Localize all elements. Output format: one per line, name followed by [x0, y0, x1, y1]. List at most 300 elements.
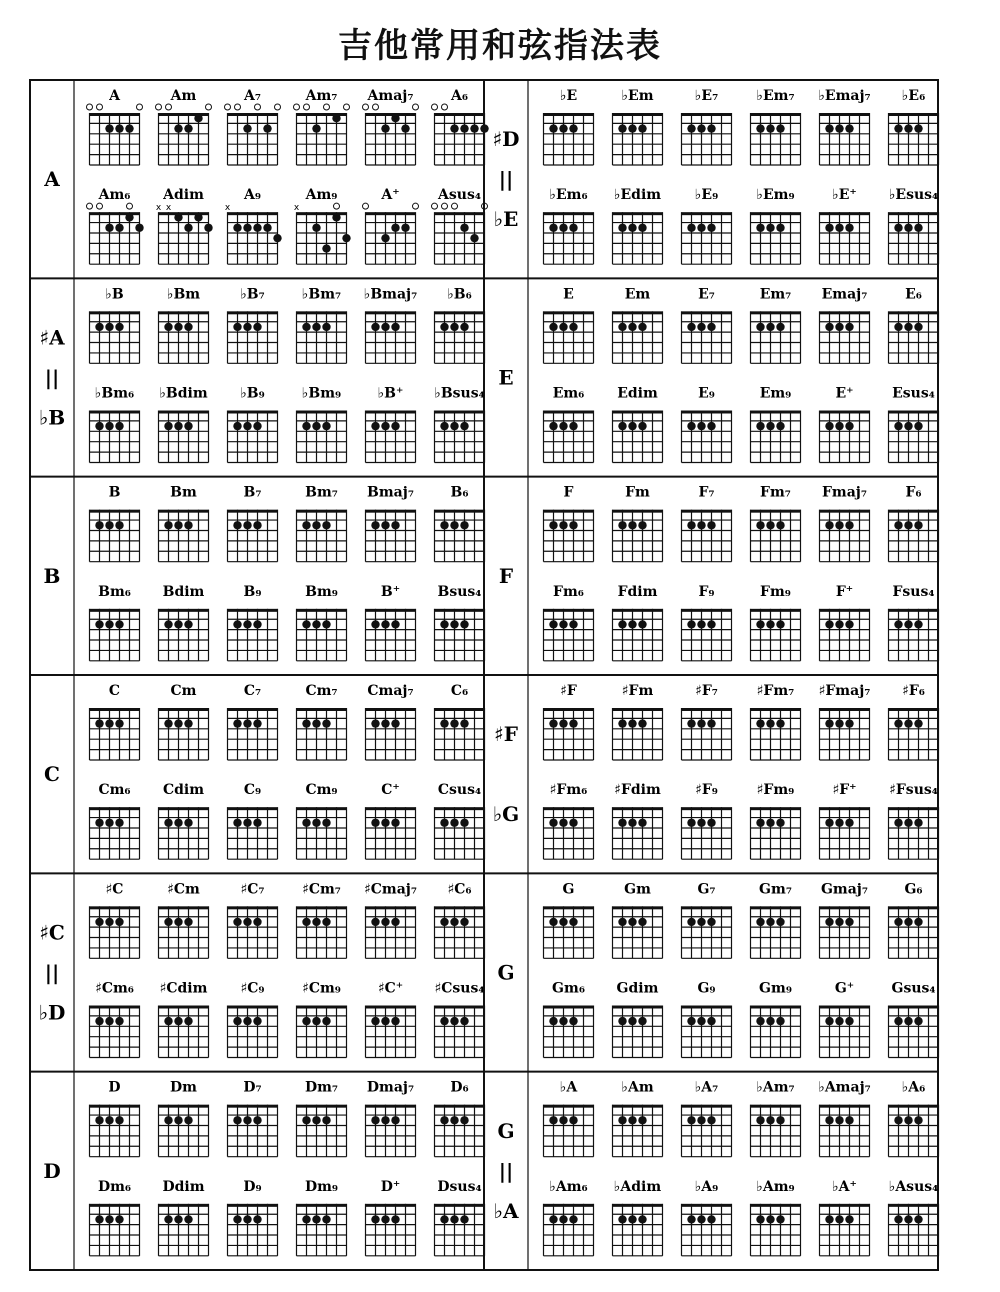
chord-name: Bm₉: [305, 583, 338, 600]
chord-diagram-finger-dot: [894, 422, 902, 430]
chord-diagram-finger-dot: [460, 1017, 468, 1025]
chord-diagram-finger-dot: [638, 719, 646, 727]
chord-diagram-open-mark: [97, 104, 103, 110]
chord-diagram-finger-dot: [776, 1017, 784, 1025]
chord-diagram-finger-dot: [253, 620, 261, 628]
chord-diagram-open-mark: [275, 104, 281, 110]
chord-diagram-finger-dot: [332, 213, 340, 221]
chord-name: ♯C₇: [240, 881, 265, 898]
chord-diagram-finger-dot: [233, 719, 241, 727]
group-label: ||: [498, 1158, 514, 1183]
chord-diagram-finger-dot: [894, 124, 902, 132]
chord-diagram-finger-dot: [707, 918, 715, 926]
chord-diagram-finger-dot: [904, 422, 912, 430]
chord-diagram-finger-dot: [559, 1116, 567, 1124]
chord-diagram-finger-dot: [618, 224, 626, 232]
chord-name: ♯Cm: [167, 881, 200, 898]
chord-diagram-finger-dot: [618, 521, 626, 529]
chord-name: Csus₄: [437, 782, 482, 799]
chord-name: ♭E: [559, 88, 578, 104]
chord-name: ♯C: [105, 881, 124, 898]
chord-name: Esus₄: [892, 385, 935, 402]
chord-diagram-finger-dot: [391, 521, 399, 529]
chord-diagram-finger-dot: [549, 422, 557, 430]
chord-diagram-nut: [297, 1105, 347, 1108]
chord-diagram-finger-dot: [845, 719, 853, 727]
chord-diagram-finger-dot: [184, 620, 192, 628]
chord-diagram-finger-dot: [243, 323, 251, 331]
chord-diagram-finger-dot: [904, 323, 912, 331]
chord-name: Cdim: [162, 782, 205, 799]
chord-diagram-open-mark: [413, 104, 419, 110]
chord-diagram-finger-dot: [440, 323, 448, 331]
chord-diagram-nut: [544, 1204, 594, 1207]
chord-diagram-finger-dot: [825, 521, 833, 529]
chord-diagram-open-mark: [324, 104, 330, 110]
chord-diagram-finger-dot: [904, 1116, 912, 1124]
chord-name: Gm₇: [759, 881, 792, 898]
chord-diagram-finger-dot: [243, 819, 251, 827]
chord-diagram-finger-dot: [618, 819, 626, 827]
chord-name: ♭B₉: [240, 385, 265, 402]
chord-diagram-finger-dot: [756, 1215, 764, 1223]
chord-diagram-finger-dot: [638, 422, 646, 430]
chord-diagram-finger-dot: [894, 1215, 902, 1223]
chord-name: Cm₉: [305, 782, 338, 799]
chord-diagram-finger-dot: [233, 1116, 241, 1124]
chord-diagram-finger-dot: [253, 323, 261, 331]
chord-diagram-nut: [159, 906, 209, 909]
chord-diagram-finger-dot: [174, 819, 182, 827]
chord-diagram-finger-dot: [845, 1017, 853, 1025]
chord-diagram-finger-dot: [756, 224, 764, 232]
chord-name: G: [562, 881, 575, 898]
chord-name: F₉: [698, 583, 715, 600]
chord-diagram-finger-dot: [618, 1215, 626, 1223]
chord-name: ♯F: [560, 683, 577, 699]
chord-diagram-finger-dot: [381, 124, 389, 132]
chord-diagram-finger-dot: [914, 224, 922, 232]
chord-diagram-nut: [820, 510, 870, 513]
chord-diagram-nut: [544, 212, 594, 215]
chord-diagram-finger-dot: [756, 719, 764, 727]
chord-name: ♭Em: [621, 88, 654, 104]
chord-diagram-finger-dot: [302, 918, 310, 926]
chord-diagram-finger-dot: [914, 620, 922, 628]
chord-diagram-finger-dot: [381, 819, 389, 827]
chord-diagram-nut: [435, 807, 485, 810]
chord-diagram-finger-dot: [243, 422, 251, 430]
chord-diagram-finger-dot: [766, 323, 774, 331]
chord-name: Amaj₇: [367, 88, 414, 104]
chord-diagram-nut: [820, 113, 870, 116]
chord-diagram-finger-dot: [628, 323, 636, 331]
chord-diagram-finger-dot: [95, 918, 103, 926]
chord-name: A₉: [244, 187, 261, 204]
chord-name: ♭E₇: [694, 88, 719, 104]
chord-diagram-finger-dot: [825, 224, 833, 232]
chord-name: ♭Asus₄: [888, 1178, 939, 1195]
chord-diagram-open-mark: [127, 203, 133, 209]
chord-diagram-finger-dot: [628, 1215, 636, 1223]
chord-name: ♭Emaj₇: [818, 88, 871, 104]
group-label: ♯F: [494, 722, 518, 747]
chord-diagram-finger-dot: [549, 224, 557, 232]
chord-name: Fm₆: [553, 583, 584, 600]
chord-diagram-finger-dot: [125, 213, 133, 221]
chord-diagram-finger-dot: [835, 719, 843, 727]
chord-diagram-nut: [751, 708, 801, 711]
chord-diagram-finger-dot: [381, 234, 389, 242]
chord-diagram-finger-dot: [638, 124, 646, 132]
chord-diagram-finger-dot: [894, 620, 902, 628]
chord-diagram-finger-dot: [233, 819, 241, 827]
chord-diagram-finger-dot: [825, 819, 833, 827]
chord-diagram-nut: [544, 708, 594, 711]
chord-diagram-finger-dot: [233, 918, 241, 926]
chord-diagram-finger-dot: [628, 521, 636, 529]
chord-name: ♭E₉: [694, 187, 719, 204]
chord-diagram-finger-dot: [569, 620, 577, 628]
chord-name: ♭Am₆: [549, 1178, 588, 1195]
chord-diagram-finger-dot: [835, 819, 843, 827]
chord-diagram-finger-dot: [174, 918, 182, 926]
chord-name: Bm: [170, 484, 197, 501]
chord-diagram-finger-dot: [687, 1215, 695, 1223]
chord-diagram-nut: [297, 1006, 347, 1009]
chord-diagram-finger-dot: [776, 918, 784, 926]
chord-diagram-finger-dot: [628, 1116, 636, 1124]
chord-diagram-nut: [889, 1105, 939, 1108]
chord-name: ♭Adim: [613, 1178, 662, 1195]
chord-name: Dmaj₇: [366, 1079, 415, 1096]
chord-diagram-finger-dot: [914, 1116, 922, 1124]
chord-name: ♭Am: [621, 1079, 654, 1096]
chord-diagram-nut: [889, 708, 939, 711]
chord-diagram-finger-dot: [766, 1116, 774, 1124]
chord-diagram-finger-dot: [115, 521, 123, 529]
chord-diagram-finger-dot: [707, 1215, 715, 1223]
chord-diagram-finger-dot: [835, 1116, 843, 1124]
chord-diagram-nut: [228, 411, 278, 414]
chord-diagram-finger-dot: [174, 620, 182, 628]
chord-diagram-finger-dot: [825, 1017, 833, 1025]
chord-name: ♯Fm: [621, 683, 654, 699]
chord-diagram-finger-dot: [470, 234, 478, 242]
chord-diagram-finger-dot: [697, 521, 705, 529]
chord-diagram-finger-dot: [559, 620, 567, 628]
chord-diagram-nut: [544, 609, 594, 612]
chord-diagram-finger-dot: [115, 819, 123, 827]
chord-name: Dm₆: [97, 1178, 132, 1195]
chord-name: Adim: [163, 187, 204, 204]
chord-diagram-finger-dot: [381, 323, 389, 331]
chord-diagram-finger-dot: [164, 1116, 172, 1124]
chord-name: Bm₆: [98, 583, 131, 600]
chord-diagram-open-mark: [294, 104, 300, 110]
chord-diagram-finger-dot: [391, 422, 399, 430]
chord-diagram-finger-dot: [391, 224, 399, 232]
chord-diagram-finger-dot: [618, 323, 626, 331]
chord-diagram-finger-dot: [302, 1116, 310, 1124]
chord-diagram-open-mark: [413, 203, 419, 209]
chord-diagram-finger-dot: [95, 422, 103, 430]
chord-diagram-finger-dot: [253, 1215, 261, 1223]
chord-name: ♭Am₇: [756, 1079, 795, 1096]
chord-name: ♭B₆: [447, 286, 472, 303]
group-label: D: [43, 1158, 61, 1183]
chord-diagram-finger-dot: [845, 918, 853, 926]
chord-name: D⁺: [380, 1178, 401, 1195]
chord-diagram-finger-dot: [243, 1215, 251, 1223]
chord-diagram-nut: [228, 311, 278, 314]
chord-diagram-finger-dot: [628, 224, 636, 232]
chord-diagram-finger-dot: [835, 1017, 843, 1025]
chord-diagram-finger-dot: [322, 244, 330, 252]
chord-diagram-finger-dot: [253, 719, 261, 727]
chord-diagram-finger-dot: [105, 918, 113, 926]
chord-diagram-finger-dot: [450, 124, 458, 132]
chord-diagram-finger-dot: [460, 323, 468, 331]
chord-name: E₆: [905, 286, 922, 303]
chord-diagram-nut: [159, 510, 209, 513]
chord-name: ♭E⁺: [832, 187, 857, 204]
chord-name: C: [108, 683, 121, 699]
chord-diagram-finger-dot: [105, 1017, 113, 1025]
chord-diagram-finger-dot: [332, 114, 340, 122]
chord-diagram-finger-dot: [233, 422, 241, 430]
chord-name: Bsus₄: [437, 583, 482, 600]
chord-diagram-open-mark: [432, 203, 438, 209]
chord-name: Dsus₄: [437, 1178, 482, 1195]
chord-diagram-finger-dot: [776, 422, 784, 430]
chord-diagram-finger-dot: [322, 918, 330, 926]
chord-diagram-nut: [544, 1105, 594, 1108]
chord-diagram-finger-dot: [894, 1017, 902, 1025]
chord-diagram-finger-dot: [638, 819, 646, 827]
chord-diagram-finger-dot: [371, 1215, 379, 1223]
chord-name: Em: [624, 286, 651, 303]
chord-name: ♯Fsus₄: [889, 782, 938, 799]
chord-diagram-nut: [297, 311, 347, 314]
chord-name: Em₉: [759, 385, 792, 402]
chord-diagram-finger-dot: [322, 819, 330, 827]
chord-diagram-finger-dot: [302, 521, 310, 529]
chord-diagram-finger-dot: [756, 1116, 764, 1124]
chord-diagram-finger-dot: [312, 918, 320, 926]
group-label: G: [497, 960, 515, 985]
chord-diagram-nut: [366, 113, 416, 116]
chord-diagram-finger-dot: [174, 124, 182, 132]
chord-name: Dm: [170, 1079, 197, 1096]
chord-diagram-finger-dot: [371, 521, 379, 529]
chord-diagram-finger-dot: [697, 323, 705, 331]
chord-name: A: [109, 88, 120, 104]
chord-diagram-finger-dot: [322, 1215, 330, 1223]
chord-diagram-finger-dot: [638, 323, 646, 331]
chord-diagram-finger-dot: [618, 124, 626, 132]
chord-name: Fmaj₇: [821, 484, 868, 501]
chord-diagram-finger-dot: [233, 1215, 241, 1223]
chord-diagram-finger-dot: [322, 620, 330, 628]
page-title: 吉他常用和弦指法表: [338, 26, 662, 66]
chord-diagram-mute-mark: x: [224, 203, 231, 214]
chord-diagram-finger-dot: [569, 521, 577, 529]
chord-diagram-finger-dot: [707, 719, 715, 727]
chord-diagram-finger-dot: [95, 620, 103, 628]
chord-name: D: [108, 1079, 121, 1096]
chord-diagram-finger-dot: [164, 323, 172, 331]
chord-diagram-nut: [682, 1204, 732, 1207]
chord-diagram-finger-dot: [450, 1116, 458, 1124]
group-label: ♯A: [39, 325, 65, 350]
chord-diagram-finger-dot: [549, 1017, 557, 1025]
chord-diagram-finger-dot: [440, 1116, 448, 1124]
chord-diagram-finger-dot: [302, 1215, 310, 1223]
chord-diagram-finger-dot: [450, 918, 458, 926]
chord-diagram-nut: [366, 1105, 416, 1108]
chord-diagram-nut: [159, 1006, 209, 1009]
chord-diagram-finger-dot: [105, 620, 113, 628]
chord-diagram-nut: [435, 311, 485, 314]
chord-diagram-finger-dot: [312, 124, 320, 132]
group-label: G: [497, 1118, 515, 1143]
chord-diagram-finger-dot: [184, 124, 192, 132]
chord-diagram-nut: [682, 807, 732, 810]
chord-diagram-finger-dot: [115, 620, 123, 628]
chord-diagram-nut: [297, 906, 347, 909]
chord-name: ♭B₇: [240, 286, 265, 303]
chord-diagram-open-mark: [255, 104, 261, 110]
chord-diagram-finger-dot: [569, 719, 577, 727]
chord-name: ♭Bdim: [159, 385, 208, 402]
chord-diagram-finger-dot: [391, 323, 399, 331]
chord-diagram-finger-dot: [233, 620, 241, 628]
chord-diagram-finger-dot: [697, 224, 705, 232]
chord-diagram-finger-dot: [174, 323, 182, 331]
chord-diagram-nut: [751, 1105, 801, 1108]
chord-diagram-nut: [228, 510, 278, 513]
chord-name: ♭Em₉: [756, 187, 795, 204]
chord-diagram-nut: [366, 807, 416, 810]
chord-diagram-finger-dot: [440, 819, 448, 827]
chord-diagram-open-mark: [334, 203, 340, 209]
chord-diagram-finger-dot: [914, 521, 922, 529]
chord-diagram-finger-dot: [174, 1116, 182, 1124]
chord-diagram-finger-dot: [569, 124, 577, 132]
chord-diagram-finger-dot: [687, 323, 695, 331]
chord-diagram-finger-dot: [628, 719, 636, 727]
chord-diagram-finger-dot: [164, 620, 172, 628]
chord-diagram-finger-dot: [904, 1017, 912, 1025]
chord-diagram-finger-dot: [549, 124, 557, 132]
chord-name: Fsus₄: [892, 583, 935, 600]
chord-diagram-finger-dot: [184, 819, 192, 827]
chord-diagram-finger-dot: [569, 819, 577, 827]
chord-diagram-nut: [751, 510, 801, 513]
chord-diagram-finger-dot: [312, 224, 320, 232]
chord-name: ♭A₇: [694, 1079, 719, 1096]
chord-diagram-open-mark: [442, 104, 448, 110]
chord-diagram-open-mark: [97, 203, 103, 209]
chord-diagram-finger-dot: [559, 1017, 567, 1025]
chord-diagram-nut: [544, 113, 594, 116]
chord-name: E: [563, 286, 574, 303]
chord-diagram-finger-dot: [253, 1017, 261, 1025]
chord-name: B⁺: [380, 583, 401, 600]
chord-diagram-finger-dot: [638, 1215, 646, 1223]
chord-diagram-finger-dot: [164, 1017, 172, 1025]
chord-diagram-finger-dot: [105, 124, 113, 132]
chord-diagram-finger-dot: [312, 323, 320, 331]
chord-diagram-finger-dot: [559, 819, 567, 827]
chord-diagram-nut: [435, 708, 485, 711]
chord-diagram-finger-dot: [914, 819, 922, 827]
chord-name: ♯Cdim: [159, 980, 208, 997]
chord-diagram-finger-dot: [322, 323, 330, 331]
chord-diagram-finger-dot: [618, 1116, 626, 1124]
chord-name: Am: [170, 88, 197, 104]
chord-name: Cm: [170, 683, 197, 699]
chord-diagram-finger-dot: [569, 224, 577, 232]
chord-diagram-finger-dot: [756, 521, 764, 529]
chord-diagram-finger-dot: [904, 521, 912, 529]
chord-name: C₇: [243, 683, 262, 699]
chord-name: Fm: [625, 484, 650, 501]
chord-diagram-finger-dot: [460, 1116, 468, 1124]
chord-diagram-finger-dot: [776, 1116, 784, 1124]
chord-diagram-finger-dot: [460, 422, 468, 430]
chord-diagram-finger-dot: [371, 323, 379, 331]
chord-diagram-open-mark: [235, 104, 241, 110]
chord-diagram-finger-dot: [312, 620, 320, 628]
chord-diagram-nut: [889, 113, 939, 116]
chord-name: Gm₉: [759, 980, 792, 997]
chord-diagram-finger-dot: [756, 1017, 764, 1025]
chord-diagram-nut: [90, 510, 140, 513]
chord-diagram-finger-dot: [322, 1116, 330, 1124]
chord-name: ♭Esus₄: [888, 187, 939, 204]
chord-diagram-nut: [682, 906, 732, 909]
chord-diagram-finger-dot: [776, 521, 784, 529]
chord-diagram-open-mark: [452, 203, 458, 209]
chord-diagram-finger-dot: [253, 918, 261, 926]
chord-diagram-finger-dot: [460, 620, 468, 628]
chord-diagram-finger-dot: [194, 114, 202, 122]
chord-diagram-finger-dot: [243, 1017, 251, 1025]
chord-diagram-nut: [889, 510, 939, 513]
chord-diagram-finger-dot: [174, 521, 182, 529]
chord-diagram-finger-dot: [174, 719, 182, 727]
chord-name: Edim: [617, 385, 658, 402]
chord-diagram-finger-dot: [105, 521, 113, 529]
chord-diagram-finger-dot: [549, 1116, 557, 1124]
chord-diagram-nut: [682, 1105, 732, 1108]
chord-name: ♯Csus₄: [434, 980, 485, 997]
chord-diagram-finger-dot: [687, 819, 695, 827]
group-label: F: [498, 563, 514, 588]
chord-diagram-nut: [228, 708, 278, 711]
chord-diagram-nut: [90, 906, 140, 909]
chord-diagram-finger-dot: [549, 620, 557, 628]
chord-diagram-finger-dot: [460, 124, 468, 132]
chord-diagram-finger-dot: [184, 918, 192, 926]
chord-diagram-finger-dot: [302, 819, 310, 827]
chord-name: Gsus₄: [891, 980, 936, 997]
group-label: A: [44, 167, 60, 192]
chord-diagram-finger-dot: [302, 620, 310, 628]
chord-diagram-finger-dot: [559, 918, 567, 926]
